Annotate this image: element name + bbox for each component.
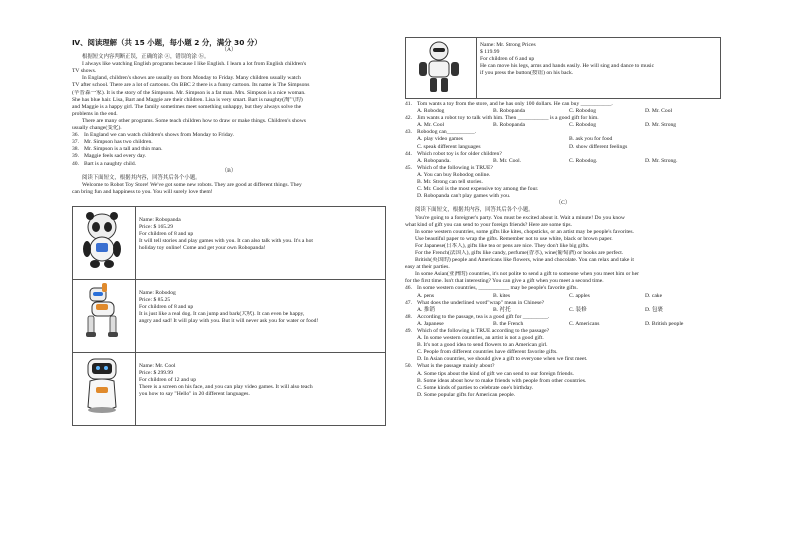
product-table xyxy=(72,206,386,426)
option: B. It's not a good idea to send flowers to an American girl. xyxy=(417,342,548,349)
option: D. In Asian countries, we should give a gift to everyone when we first meet. xyxy=(417,356,588,363)
option: A. 推销 xyxy=(417,306,436,313)
passage-b-intro-2: can bring fun and happiness to you. You will surely love them! xyxy=(72,188,213,195)
question-text: According to the passage, tea is a good gift for _________. xyxy=(417,313,550,320)
option: C. 装修 xyxy=(569,306,587,313)
passage-a-label: （A） xyxy=(221,47,237,53)
question-text: Robodog can__________. xyxy=(417,129,477,136)
question-text: What is the passage mainly about? xyxy=(417,363,495,370)
question-text: Bart is a naughty child. xyxy=(84,160,137,167)
question-item xyxy=(72,161,386,168)
product-image-cell xyxy=(73,352,136,425)
option: C. Americans xyxy=(569,320,600,327)
passage-line: and Maggie is a happy girl. The family sometimes meet something unhappy, but they always solve the xyxy=(72,103,302,110)
robodog-icon xyxy=(76,282,128,342)
option-row xyxy=(405,371,721,378)
product-row-mr-strong xyxy=(406,38,721,99)
option: D. British people xyxy=(645,320,684,327)
option: B. kites xyxy=(493,292,511,299)
passage-a-instruction: 根据短文内容判断正误，正确的涂 ⓐ，错误的涂 ⓑ。 xyxy=(82,54,210,61)
product-desc-line: you how to say "Hello" in 20 different languages. xyxy=(139,391,250,398)
product-table-continued xyxy=(405,37,721,99)
mr-cool-image xyxy=(76,355,128,409)
question-number: 44. xyxy=(405,150,412,157)
robopanda-icon xyxy=(76,209,128,269)
option-row xyxy=(405,136,721,143)
passage-line: Use beautiful paper to wrap the gifts. Remember not to use white, black or brown paper. xyxy=(415,235,613,242)
option-row xyxy=(405,144,721,151)
question-text: Maggie feels sad every day. xyxy=(84,153,147,160)
passage-line: She has blue hair. Lisa, Bart and Maggie are their children. Lisa is very smart. Bart is naughty(淘气的) xyxy=(72,96,303,103)
passage-line: In some Asian(亚洲的) countries, it's not polite to send a gift to someone when you meet him or her xyxy=(415,271,639,278)
question-number: 45. xyxy=(405,164,412,171)
question-item xyxy=(72,153,386,160)
option-row xyxy=(405,122,721,129)
product-name: Name: Robodog xyxy=(139,289,176,296)
option: C. Robodog. xyxy=(569,157,598,164)
option-row xyxy=(405,307,721,314)
product-price: Price: $ 165.29 xyxy=(139,224,174,231)
option: C. apples xyxy=(569,292,590,299)
passage-line: British(英国的) people and Americans like flowers, wine and chocolate. You can relax and take it xyxy=(415,257,634,264)
question-text: Which of the following is TRUE? xyxy=(417,164,493,171)
question-item xyxy=(405,101,721,108)
passage-line: There are many other programs. Some teach children how to draw or make things. Children's shows xyxy=(82,117,306,124)
option: A. Robopanda. xyxy=(417,157,451,164)
question-item xyxy=(405,151,721,158)
question-number: 37. xyxy=(72,139,79,146)
option: C. Mr. Cool is the most expensive toy among the four. xyxy=(417,186,539,193)
mr-strong-icon xyxy=(409,40,469,96)
question-item xyxy=(405,300,721,307)
option: B. 衬托 xyxy=(493,306,511,313)
option: C. People from different countries have different favorite gifts. xyxy=(417,349,558,356)
question-number: 36. xyxy=(72,132,79,139)
question-number: 39. xyxy=(72,153,79,160)
passage-line: TV after school. There are a lot of cartoons. On BBC 2 there is a funny cartoon. Its name is The Simpsons xyxy=(72,82,310,89)
option: A. Japanese xyxy=(417,320,444,327)
product-price: Price: $ 85.25 xyxy=(139,297,171,304)
option: C. speak different languages xyxy=(417,143,481,150)
passage-b-label: （B） xyxy=(221,167,237,174)
question-number: 38. xyxy=(72,146,79,153)
robodog-image xyxy=(76,282,128,336)
product-image-cell xyxy=(73,279,136,352)
option: C. Robodog xyxy=(569,122,597,129)
question-text: Which of the following is TRUE according to the passage? xyxy=(417,328,550,334)
product-info-mr-cool xyxy=(136,352,386,425)
product-desc-line: holiday toy online! Come and get your own Robopanda! xyxy=(139,245,266,252)
question-item xyxy=(72,139,386,146)
passage-line: what kind of gift you can send to your foreign friends? Here are some tips. xyxy=(405,221,572,228)
question-text: Tom wants a toy from the store, and he has only 100 dollars. He can buy ___________. xyxy=(417,101,613,107)
option: C. Robodog xyxy=(569,108,597,115)
question-number: 46. xyxy=(405,285,412,292)
left-column xyxy=(72,0,386,426)
product-info-robopanda xyxy=(136,206,386,279)
option: D. 包裹 xyxy=(645,306,664,313)
question-text: In England we can watch children's shows from Monday to Friday. xyxy=(84,132,234,139)
question-number: 41. xyxy=(405,101,412,107)
option: D. Mr. Cool xyxy=(645,108,673,115)
question-text: Which robot toy is for older children? xyxy=(417,150,502,157)
question-item xyxy=(405,165,721,172)
question-item xyxy=(405,285,721,292)
product-price: Price: $ 299.99 xyxy=(139,370,174,377)
question-text: Jim wants a robot toy to talk with him. Then ___________ is a good gift for him. xyxy=(417,115,599,122)
passage-a xyxy=(72,61,386,132)
question-number: 40. xyxy=(72,160,79,167)
passage-line: for the first time. Isn't that interesting? You can give a gift when you meet a second time. xyxy=(405,278,604,285)
passage-line: In some western countries, some gifts like kites, chopsticks, or an artist may be people's favorites. xyxy=(415,228,634,235)
passage-line: usually change(变化). xyxy=(72,125,122,132)
passage-line: (辛普森一家). It is the story of the Simpsons. Mr. Simpson is a fat man. Mrs. Simpson is a nice woman. xyxy=(72,89,306,96)
product-age: For children of 12 and up xyxy=(139,377,197,384)
option: D. Mr. Strong. xyxy=(645,157,678,164)
passage-line: problems in the end. xyxy=(72,110,118,117)
question-number: 47. xyxy=(405,299,412,306)
passage-b-questions xyxy=(405,101,721,200)
question-number: 48. xyxy=(405,313,412,320)
product-desc-line: It will tell stories and play games with you. It can also talk with you. It's a hot xyxy=(139,238,313,245)
question-number: 43. xyxy=(405,129,412,136)
option-row xyxy=(405,158,721,165)
question-number: 50. xyxy=(405,363,412,370)
question-text: What does the underlined word"wrap" mean in Chinese? xyxy=(417,299,545,306)
option: D. show different feelings xyxy=(569,143,628,150)
product-age: For children of 8 and up xyxy=(139,304,194,311)
option: A. pens xyxy=(417,292,435,299)
product-info-robodog xyxy=(136,279,386,352)
product-desc-line: It is just like a real dog. It can jump and bark(犬吠). It can even be happy, xyxy=(139,311,305,318)
option: B. ask you for food xyxy=(569,136,613,143)
passage-b-instruction: 阅读下面短文，根据其内容，回答其后各个小题。 xyxy=(82,174,201,181)
option: B. Mr. Strong can tell stories. xyxy=(417,179,483,186)
option: B. the French xyxy=(493,320,524,327)
product-desc-line: There is a screen on his face, and you can play video games. It will also teach xyxy=(139,384,313,391)
option-row xyxy=(405,186,721,193)
product-desc-line: angry and sad! It will play with you. But it will never ask you for water or food! xyxy=(139,318,319,325)
passage-line: For the French(法国人), gifts like candy, perfume(香水), wine(葡萄酒) or books are perfect. xyxy=(415,249,624,256)
passage-line: In England, children's shows are usually on from Monday to Friday. Many children usually watch xyxy=(82,75,301,82)
option: B. Some ideas about how to make friends with people from other countries. xyxy=(417,377,587,384)
question-item xyxy=(405,314,721,321)
product-name: Name: Robopanda xyxy=(139,216,181,223)
passage-line: easy at their parties. xyxy=(405,264,450,271)
option: A. Some tips about the kind of gift we can send to our foreign friends. xyxy=(417,370,574,377)
product-name: Name: Mr. Cool xyxy=(139,362,176,369)
option: B. Mr. Cool. xyxy=(493,157,522,164)
product-age: For children of 6 and up xyxy=(480,56,535,63)
passage-line: TV shows. xyxy=(72,68,97,75)
product-image-cell xyxy=(73,206,136,279)
question-item xyxy=(405,129,721,136)
option-row xyxy=(405,385,721,392)
option: D. Mr. Strong xyxy=(645,122,677,129)
passage-c-instruction: 阅读下面短文，根据其内容，回答其后各个小题。 xyxy=(415,207,534,214)
product-desc-line: He can move his legs, arms and hands easily. He will sing and dance to music xyxy=(480,63,655,70)
question-item xyxy=(405,363,721,370)
option: D. cake xyxy=(645,292,663,299)
product-image-cell xyxy=(406,38,477,99)
product-name: Name: Mr. Strong Prices xyxy=(480,42,536,48)
option: B. Robopanda xyxy=(493,108,526,115)
product-row-robopanda xyxy=(73,206,386,279)
option: D. Some popular gifts for American people. xyxy=(417,391,516,398)
option: A. Mr. Cool xyxy=(417,122,445,129)
question-text: Mr. Simpson has two children. xyxy=(84,139,153,146)
passage-c-label: （C） xyxy=(555,200,571,207)
option: B. Robopanda xyxy=(493,122,526,129)
passage-c-questions xyxy=(405,285,721,399)
right-column xyxy=(405,0,721,399)
section-title: Ⅳ、阅读理解（共 15 小题，每小题 2 分，满分 30 分） xyxy=(72,38,262,47)
product-desc-line: if you press the button(按钮) on his back. xyxy=(480,70,574,77)
product-price: $ 119.99 xyxy=(480,49,500,56)
product-info-mr-strong xyxy=(477,38,721,99)
question-item xyxy=(72,132,386,139)
mr-cool-icon xyxy=(76,355,128,415)
question-item xyxy=(405,115,721,122)
question-number: 49. xyxy=(405,328,412,334)
question-number: 42. xyxy=(405,115,412,122)
option: A. In some western countries, an artist is not a good gift. xyxy=(417,335,544,342)
option: A. Robodog xyxy=(417,108,445,115)
product-age: For children of 8 and up xyxy=(139,231,194,238)
option: C. Some kinds of parties to celebrate one's birthday. xyxy=(417,384,534,391)
question-text: Mr. Simpson is a tall and thin man. xyxy=(84,146,163,153)
option-row xyxy=(405,321,721,328)
passage-b-intro-1: Welcome to Robot Toy Store! We've got some new robots. They are good at different things. They xyxy=(82,181,302,188)
question-text: In some western countries, ___________ may be people's favorite gifts. xyxy=(417,285,578,292)
option: A. You can buy Robodog online. xyxy=(417,171,491,178)
option: A. play video games xyxy=(417,136,463,143)
option-row xyxy=(405,293,721,300)
robopanda-image xyxy=(76,209,128,263)
passage-c xyxy=(405,215,721,286)
passage-a-questions xyxy=(72,132,386,167)
option: D. Robopanda can't play games with you. xyxy=(417,193,511,200)
passage-line: I always like watching English programs because I like English. I learn a lot from English children's xyxy=(82,61,307,68)
passage-line: You're going to a foreigner's party. You must be excited about it. Wait a minute! Do you know xyxy=(415,214,625,221)
passage-line: For Japanese(日本人), gifts like tea or pens are nice. They don't like big gifts. xyxy=(415,242,590,249)
option-row xyxy=(405,392,721,399)
product-row-robodog xyxy=(73,279,386,352)
mr-strong-image xyxy=(409,40,469,94)
product-row-mr-cool xyxy=(73,352,386,425)
option-row xyxy=(405,356,721,363)
option-row xyxy=(405,378,721,385)
option-row xyxy=(405,172,721,179)
